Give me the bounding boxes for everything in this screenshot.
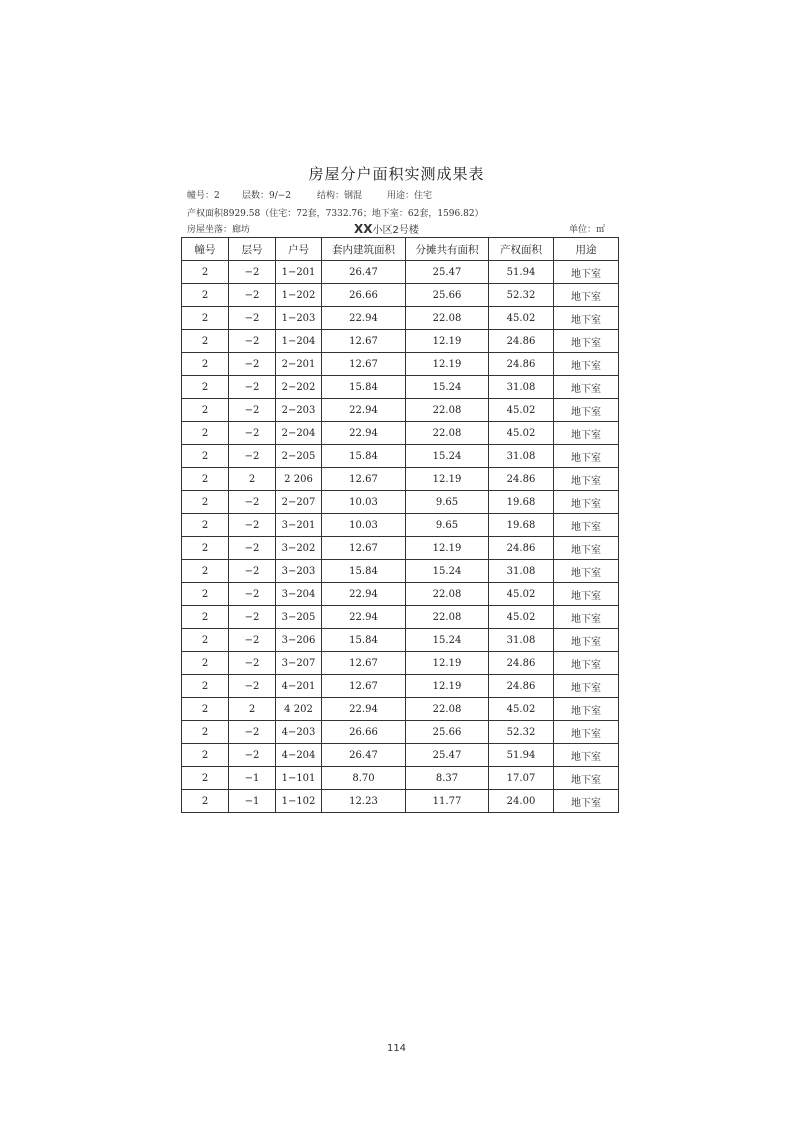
cell-property-area: 19.68 bbox=[489, 514, 554, 537]
cell-inner-area: 15.84 bbox=[322, 445, 406, 468]
cell-usage: 地下室 bbox=[554, 721, 619, 744]
cell-inner-area: 12.67 bbox=[322, 652, 406, 675]
cell-usage: 地下室 bbox=[554, 307, 619, 330]
cell-usage: 地下室 bbox=[554, 445, 619, 468]
cell-floor: −2 bbox=[229, 284, 276, 307]
cell-unit-no: 1−203 bbox=[276, 307, 322, 330]
cell-unit-no: 1−201 bbox=[276, 261, 322, 284]
table-row bbox=[182, 445, 619, 468]
cell-usage: 地下室 bbox=[554, 698, 619, 721]
cell-usage: 地下室 bbox=[554, 261, 619, 284]
table-row bbox=[182, 744, 619, 767]
cell-floor: −2 bbox=[229, 261, 276, 284]
cell-usage: 地下室 bbox=[554, 491, 619, 514]
cell-usage: 地下室 bbox=[554, 767, 619, 790]
cell-shared-area: 11.77 bbox=[406, 790, 489, 813]
cell-inner-area: 12.67 bbox=[322, 675, 406, 698]
cell-floor: −2 bbox=[229, 744, 276, 767]
cell-unit-no: 1−202 bbox=[276, 284, 322, 307]
cell-property-area: 24.00 bbox=[489, 790, 554, 813]
table-header-row bbox=[182, 238, 619, 261]
cell-inner-area: 10.03 bbox=[322, 514, 406, 537]
cell-property-area: 45.02 bbox=[489, 307, 554, 330]
header-shared-area: 分摊共有面积 bbox=[406, 238, 489, 261]
cell-shared-area: 12.19 bbox=[406, 675, 489, 698]
cell-property-area: 31.08 bbox=[489, 629, 554, 652]
building-name-rest: 小区2号楼 bbox=[372, 225, 419, 236]
cell-building: 2 bbox=[182, 284, 229, 307]
floor-count: 层数：9/−2 bbox=[242, 191, 292, 201]
cell-floor: −2 bbox=[229, 721, 276, 744]
cell-unit-no: 3−204 bbox=[276, 583, 322, 606]
cell-shared-area: 12.19 bbox=[406, 537, 489, 560]
cell-unit-no: 2−207 bbox=[276, 491, 322, 514]
table-row bbox=[182, 376, 619, 399]
cell-property-area: 31.08 bbox=[489, 445, 554, 468]
cell-inner-area: 10.03 bbox=[322, 491, 406, 514]
location: 房屋坐落：廊坊 bbox=[187, 225, 251, 235]
cell-property-area: 24.86 bbox=[489, 537, 554, 560]
cell-inner-area: 26.66 bbox=[322, 721, 406, 744]
cell-unit-no: 2 206 bbox=[276, 468, 322, 491]
header-floor: 层号 bbox=[229, 238, 276, 261]
cell-floor: −2 bbox=[229, 330, 276, 353]
cell-floor: −2 bbox=[229, 560, 276, 583]
unit-label: 单位：㎡ bbox=[569, 225, 606, 235]
cell-inner-area: 12.67 bbox=[322, 537, 406, 560]
cell-property-area: 51.94 bbox=[489, 744, 554, 767]
cell-building: 2 bbox=[182, 537, 229, 560]
cell-floor: 2 bbox=[229, 468, 276, 491]
table-body bbox=[182, 261, 619, 813]
table-row bbox=[182, 468, 619, 491]
cell-floor: −2 bbox=[229, 606, 276, 629]
table-row bbox=[182, 606, 619, 629]
table-row bbox=[182, 721, 619, 744]
table-row bbox=[182, 284, 619, 307]
area-summary: 产权面积8929.58（住宅：72套，7332.76；地下室：62套，1596.82） bbox=[187, 209, 484, 219]
cell-shared-area: 25.47 bbox=[406, 261, 489, 284]
cell-floor: −2 bbox=[229, 307, 276, 330]
cell-shared-area: 22.08 bbox=[406, 422, 489, 445]
cell-shared-area: 15.24 bbox=[406, 560, 489, 583]
area-results-table bbox=[181, 237, 619, 813]
cell-unit-no: 4 202 bbox=[276, 698, 322, 721]
cell-unit-no: 2−204 bbox=[276, 422, 322, 445]
cell-unit-no: 3−203 bbox=[276, 560, 322, 583]
cell-shared-area: 15.24 bbox=[406, 629, 489, 652]
header-usage: 用途 bbox=[554, 238, 619, 261]
header-unit-no: 户号 bbox=[276, 238, 322, 261]
cell-floor: −2 bbox=[229, 491, 276, 514]
cell-shared-area: 22.08 bbox=[406, 307, 489, 330]
cell-floor: −2 bbox=[229, 399, 276, 422]
cell-shared-area: 25.47 bbox=[406, 744, 489, 767]
cell-floor: −2 bbox=[229, 422, 276, 445]
cell-floor: −2 bbox=[229, 629, 276, 652]
cell-inner-area: 26.66 bbox=[322, 284, 406, 307]
cell-inner-area: 26.47 bbox=[322, 744, 406, 767]
cell-usage: 地下室 bbox=[554, 790, 619, 813]
building-name-bold: XX bbox=[354, 222, 373, 236]
cell-property-area: 45.02 bbox=[489, 583, 554, 606]
cell-property-area: 45.02 bbox=[489, 399, 554, 422]
cell-usage: 地下室 bbox=[554, 537, 619, 560]
table-row bbox=[182, 790, 619, 813]
cell-floor: −2 bbox=[229, 514, 276, 537]
cell-building: 2 bbox=[182, 468, 229, 491]
cell-building: 2 bbox=[182, 790, 229, 813]
cell-unit-no: 3−202 bbox=[276, 537, 322, 560]
cell-shared-area: 12.19 bbox=[406, 330, 489, 353]
cell-inner-area: 22.94 bbox=[322, 583, 406, 606]
cell-unit-no: 2−202 bbox=[276, 376, 322, 399]
usage-type: 用途：住宅 bbox=[387, 191, 433, 201]
cell-floor: −1 bbox=[229, 790, 276, 813]
cell-building: 2 bbox=[182, 721, 229, 744]
cell-unit-no: 3−207 bbox=[276, 652, 322, 675]
table-row bbox=[182, 767, 619, 790]
cell-floor: −2 bbox=[229, 353, 276, 376]
cell-building: 2 bbox=[182, 514, 229, 537]
cell-inner-area: 22.94 bbox=[322, 399, 406, 422]
cell-usage: 地下室 bbox=[554, 606, 619, 629]
cell-floor: −1 bbox=[229, 767, 276, 790]
cell-building: 2 bbox=[182, 422, 229, 445]
table-row bbox=[182, 330, 619, 353]
cell-unit-no: 4−203 bbox=[276, 721, 322, 744]
cell-usage: 地下室 bbox=[554, 560, 619, 583]
cell-shared-area: 25.66 bbox=[406, 284, 489, 307]
cell-floor: −2 bbox=[229, 445, 276, 468]
cell-usage: 地下室 bbox=[554, 629, 619, 652]
building-number: 幢号：2 bbox=[187, 191, 220, 201]
cell-building: 2 bbox=[182, 675, 229, 698]
cell-property-area: 24.86 bbox=[489, 652, 554, 675]
cell-unit-no: 1−204 bbox=[276, 330, 322, 353]
cell-unit-no: 1−101 bbox=[276, 767, 322, 790]
cell-building: 2 bbox=[182, 583, 229, 606]
cell-floor: 2 bbox=[229, 698, 276, 721]
cell-floor: −2 bbox=[229, 675, 276, 698]
cell-usage: 地下室 bbox=[554, 652, 619, 675]
table-row bbox=[182, 675, 619, 698]
page-title: 房屋分户面积实测成果表 bbox=[308, 165, 485, 183]
cell-usage: 地下室 bbox=[554, 376, 619, 399]
cell-shared-area: 22.08 bbox=[406, 698, 489, 721]
table-row bbox=[182, 399, 619, 422]
cell-building: 2 bbox=[182, 307, 229, 330]
table-row bbox=[182, 652, 619, 675]
cell-property-area: 17.07 bbox=[489, 767, 554, 790]
building-name bbox=[354, 221, 419, 236]
cell-property-area: 52.32 bbox=[489, 721, 554, 744]
table-row bbox=[182, 514, 619, 537]
cell-usage: 地下室 bbox=[554, 353, 619, 376]
table-row bbox=[182, 537, 619, 560]
structure-type: 结构：钢混 bbox=[317, 191, 363, 201]
cell-floor: −2 bbox=[229, 652, 276, 675]
cell-property-area: 31.08 bbox=[489, 376, 554, 399]
cell-property-area: 24.86 bbox=[489, 330, 554, 353]
cell-unit-no: 1−102 bbox=[276, 790, 322, 813]
cell-inner-area: 12.67 bbox=[322, 468, 406, 491]
cell-building: 2 bbox=[182, 560, 229, 583]
cell-usage: 地下室 bbox=[554, 675, 619, 698]
cell-usage: 地下室 bbox=[554, 399, 619, 422]
cell-inner-area: 15.84 bbox=[322, 560, 406, 583]
cell-shared-area: 22.08 bbox=[406, 583, 489, 606]
cell-building: 2 bbox=[182, 744, 229, 767]
table-row bbox=[182, 583, 619, 606]
table-row bbox=[182, 698, 619, 721]
cell-usage: 地下室 bbox=[554, 468, 619, 491]
cell-unit-no: 4−204 bbox=[276, 744, 322, 767]
cell-inner-area: 15.84 bbox=[322, 629, 406, 652]
cell-shared-area: 12.19 bbox=[406, 353, 489, 376]
cell-inner-area: 22.94 bbox=[322, 422, 406, 445]
cell-property-area: 52.32 bbox=[489, 284, 554, 307]
cell-shared-area: 9.65 bbox=[406, 491, 489, 514]
cell-floor: −2 bbox=[229, 537, 276, 560]
cell-inner-area: 22.94 bbox=[322, 698, 406, 721]
cell-inner-area: 12.23 bbox=[322, 790, 406, 813]
cell-property-area: 24.86 bbox=[489, 353, 554, 376]
cell-usage: 地下室 bbox=[554, 284, 619, 307]
header-building: 幢号 bbox=[182, 238, 229, 261]
cell-property-area: 24.86 bbox=[489, 675, 554, 698]
cell-building: 2 bbox=[182, 629, 229, 652]
table-row bbox=[182, 629, 619, 652]
cell-building: 2 bbox=[182, 376, 229, 399]
cell-inner-area: 8.70 bbox=[322, 767, 406, 790]
cell-unit-no: 3−206 bbox=[276, 629, 322, 652]
cell-property-area: 45.02 bbox=[489, 422, 554, 445]
cell-unit-no: 3−205 bbox=[276, 606, 322, 629]
table-row bbox=[182, 491, 619, 514]
cell-usage: 地下室 bbox=[554, 330, 619, 353]
cell-property-area: 45.02 bbox=[489, 698, 554, 721]
cell-inner-area: 22.94 bbox=[322, 606, 406, 629]
cell-property-area: 19.68 bbox=[489, 491, 554, 514]
cell-building: 2 bbox=[182, 698, 229, 721]
header-property-area: 产权面积 bbox=[489, 238, 554, 261]
cell-property-area: 45.02 bbox=[489, 606, 554, 629]
cell-unit-no: 4−201 bbox=[276, 675, 322, 698]
cell-floor: −2 bbox=[229, 376, 276, 399]
cell-property-area: 24.86 bbox=[489, 468, 554, 491]
cell-building: 2 bbox=[182, 353, 229, 376]
cell-usage: 地下室 bbox=[554, 514, 619, 537]
cell-shared-area: 15.24 bbox=[406, 445, 489, 468]
cell-inner-area: 15.84 bbox=[322, 376, 406, 399]
cell-building: 2 bbox=[182, 445, 229, 468]
cell-shared-area: 15.24 bbox=[406, 376, 489, 399]
cell-inner-area: 26.47 bbox=[322, 261, 406, 284]
cell-shared-area: 22.08 bbox=[406, 606, 489, 629]
cell-building: 2 bbox=[182, 491, 229, 514]
table-row bbox=[182, 560, 619, 583]
cell-shared-area: 25.66 bbox=[406, 721, 489, 744]
cell-building: 2 bbox=[182, 330, 229, 353]
cell-unit-no: 2−205 bbox=[276, 445, 322, 468]
cell-usage: 地下室 bbox=[554, 583, 619, 606]
cell-shared-area: 9.65 bbox=[406, 514, 489, 537]
cell-building: 2 bbox=[182, 606, 229, 629]
cell-inner-area: 22.94 bbox=[322, 307, 406, 330]
table-row bbox=[182, 307, 619, 330]
cell-building: 2 bbox=[182, 767, 229, 790]
cell-building: 2 bbox=[182, 399, 229, 422]
cell-unit-no: 2−203 bbox=[276, 399, 322, 422]
cell-building: 2 bbox=[182, 261, 229, 284]
cell-usage: 地下室 bbox=[554, 422, 619, 445]
cell-shared-area: 12.19 bbox=[406, 468, 489, 491]
cell-unit-no: 3−201 bbox=[276, 514, 322, 537]
cell-shared-area: 12.19 bbox=[406, 652, 489, 675]
cell-shared-area: 22.08 bbox=[406, 399, 489, 422]
header-inner-area: 套内建筑面积 bbox=[322, 238, 406, 261]
cell-floor: −2 bbox=[229, 583, 276, 606]
cell-unit-no: 2−201 bbox=[276, 353, 322, 376]
cell-inner-area: 12.67 bbox=[322, 353, 406, 376]
cell-building: 2 bbox=[182, 652, 229, 675]
cell-property-area: 31.08 bbox=[489, 560, 554, 583]
table-row bbox=[182, 353, 619, 376]
cell-usage: 地下室 bbox=[554, 744, 619, 767]
table-row bbox=[182, 261, 619, 284]
cell-inner-area: 12.67 bbox=[322, 330, 406, 353]
cell-shared-area: 8.37 bbox=[406, 767, 489, 790]
page-number: 114 bbox=[386, 1043, 407, 1054]
table-row bbox=[182, 422, 619, 445]
cell-property-area: 51.94 bbox=[489, 261, 554, 284]
